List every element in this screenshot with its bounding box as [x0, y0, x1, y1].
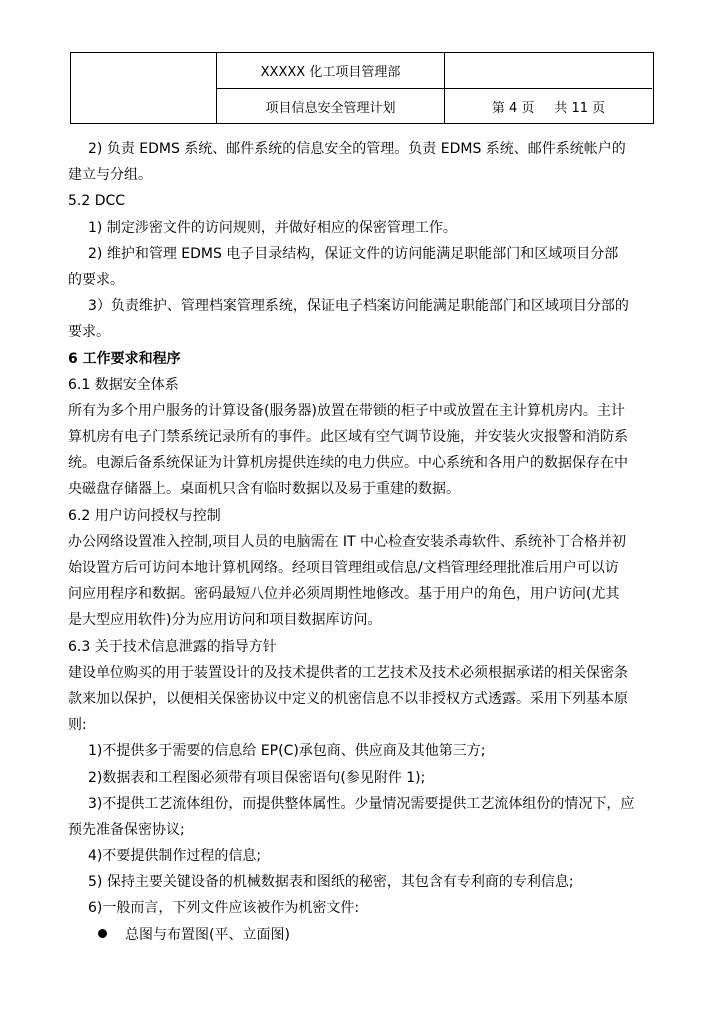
chapter-heading: 6 工作要求和程序	[68, 350, 181, 367]
text-line: 2) 负责 EDMS 系统、邮件系统的信息安全的管理。负责 EDMS 系统、邮件系统帐户的	[88, 141, 626, 157]
text-line: 2) 维护和管理 EDMS 电子目录结构，保证文件的访问能满足职能部门和区域项目分部	[88, 245, 619, 262]
bullet-text: 总图与布置图(平、立面图)	[125, 926, 290, 943]
list-item: 3)不提供工艺流体组份，而提供整体属性。少量情况需要提供工艺流体组份的情况下，应	[88, 795, 635, 812]
section-heading: 6.2 用户访问授权与控制	[68, 507, 221, 524]
text-line: 1) 制定涉密文件的访问规则，并做好相应的保密管理工作。	[88, 219, 457, 236]
logo-cell	[71, 53, 217, 123]
list-item: 1)不提供多于需要的信息给 EP(C)承包商、供应商及其他第三方;	[88, 743, 486, 760]
section-heading: 6.1 数据安全体系	[68, 376, 179, 393]
text-line: 央磁盘存储器上。桌面机只含有临时数据以及易于重建的数据。	[68, 481, 460, 498]
text-line: 要求。	[68, 324, 110, 341]
text-line: 统。电源后备系统保证为计算机房提供连续的电力供应。中心系统和各用户的数据保存在中	[68, 455, 628, 472]
bullet-icon	[98, 929, 107, 938]
page-number: 第 4 页	[491, 100, 535, 116]
text-line: 款来加以保护，以便相关保密协议中定义的机密信息不以非授权方式透露。采用下列基本原	[68, 690, 628, 707]
text-line: 3）负责维护、管理档案管理系统，保证电子档案访问能满足职能部门和区域项目分部的	[88, 298, 629, 315]
list-item: 6)一般而言，下列文件应该被作为机密文件:	[88, 900, 360, 917]
text-line: 预先准备保密协议;	[68, 821, 185, 838]
page-total: 共 11 页	[554, 100, 606, 116]
text-line: 始设置方后可访问本地计算机网络。经项目管理组或信息/文档管理经理批准后用户可以访	[68, 560, 619, 576]
header-table	[70, 52, 654, 124]
text-line: 算机房有电子门禁系统记录所有的事件。此区域有空气调节设施，并安装火灾报警和消防系	[68, 429, 628, 446]
document-body	[68, 136, 658, 948]
text-line: 建设单位购买的用于装置设计的及技术提供者的工艺技术及技术必须根据承诺的相关保密条	[68, 664, 628, 681]
document-title: 项目信息安全管理计划	[217, 89, 445, 123]
section-heading: 5.2 DCC	[68, 193, 126, 210]
list-item: 2)数据表和工程图必须带有项目保密语句(参见附件 1);	[88, 769, 426, 786]
list-item: 4)不要提供制作过程的信息;	[88, 848, 262, 865]
department-name: XXXXX 化工项目管理部	[217, 53, 445, 89]
text-line: 问应用程序和数据。密码最短八位并必须周期性地修改。基于用户的角色，用户访问(尤其	[68, 586, 620, 603]
section-heading: 6.3 关于技术信息泄露的指导方针	[68, 638, 277, 655]
header-empty-cell	[445, 53, 652, 89]
text-line: 办公网络设置准入控制,项目人员的电脑需在 IT 中心检查安装杀毒软件、系统补丁合格并初	[68, 533, 627, 550]
list-item: 5) 保持主要关键设备的机械数据表和图纸的秘密，其包含有专利商的专利信息;	[88, 874, 574, 891]
text-line: 则:	[68, 717, 87, 734]
text-line: 所有为多个用户服务的计算设备(服务器)放置在带锁的柜子中或放置在主计算机房内。主计	[68, 402, 625, 419]
text-line: 建立与分组。	[68, 167, 152, 184]
bullet-item	[68, 922, 658, 948]
text-line: 是大型应用软件)分为应用访问和项目数据库访问。	[68, 612, 382, 629]
page-number-cell	[445, 89, 652, 123]
text-line: 的要求。	[68, 271, 124, 288]
